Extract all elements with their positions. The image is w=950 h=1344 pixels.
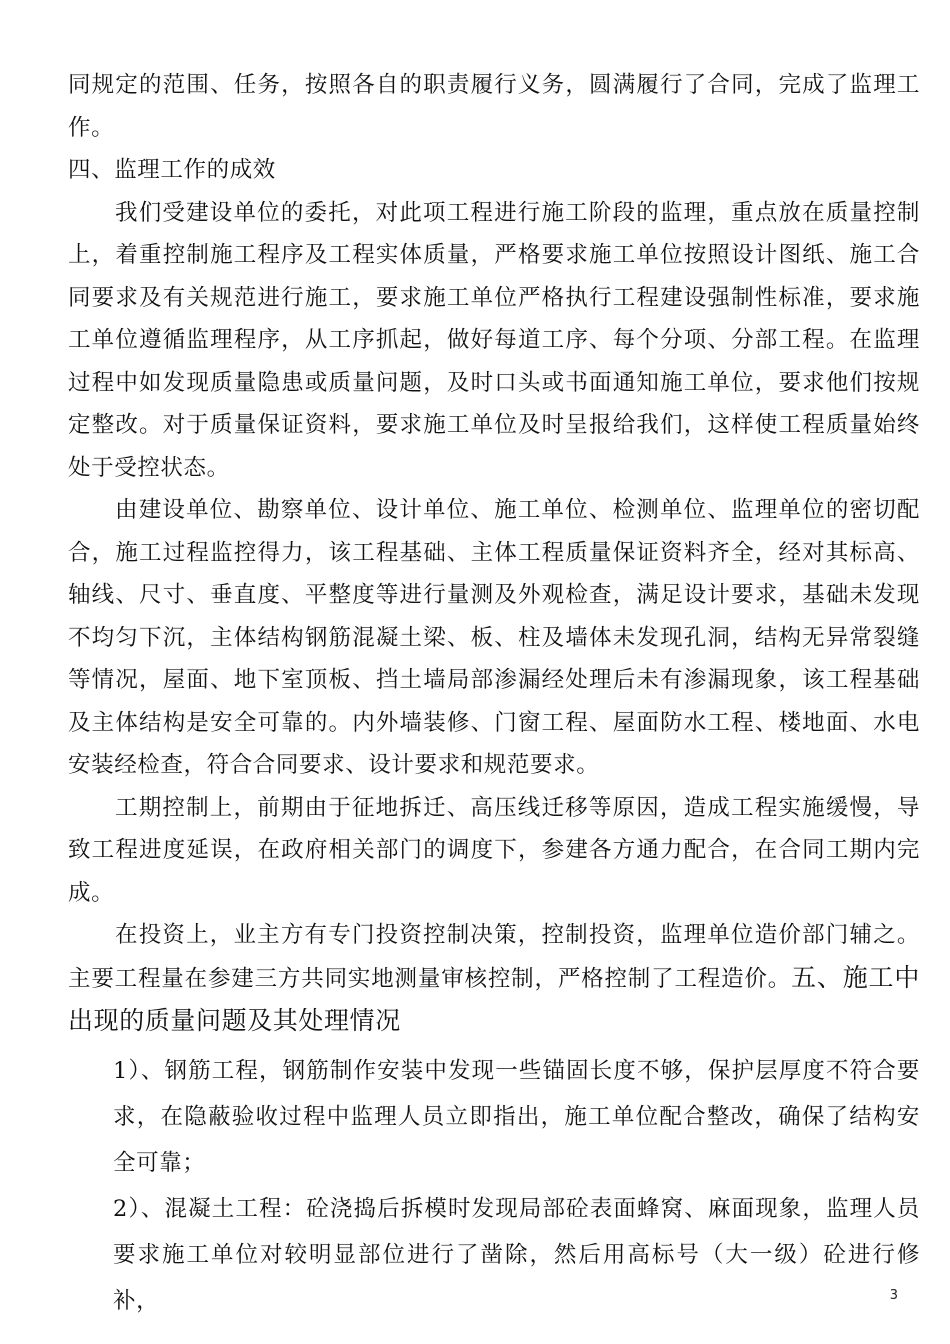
paragraph-investment-text: 在投资上，业主方有专门投资控制决策，控制投资，监理单位造价部门辅之。主要工程量在参建三方共同实地测量审核控制，严格控制了工程造价。: [68, 922, 920, 992]
issue-list: [113, 1048, 920, 1324]
page-number: 3: [889, 1288, 898, 1303]
paragraph-schedule: 工期控制上，前期由于征地拆迁、高压线迁移等原因，造成工程实施缓慢，导致工程进度延误，在政府相关部门的调度下，参建各方通力配合，在合同工期内完成。: [68, 794, 920, 906]
paragraph-investment: [68, 914, 920, 1044]
paragraph-quality-results: 由建设单位、勘察单位、设计单位、施工单位、检测单位、监理单位的密切配合，施工过程监控得力，该工程基础、主体工程质量保证资料齐全，经对其标高、轴线、尺寸、垂直度、平整度等进行量测及外观检查，满足设计要求，基础未发现不均匀下沉，主体结构钢筋混凝土梁、板、柱及墙体未发现孔洞，结构无异常裂缝等情况，屋面、地下室顶板、挡土墙局部渗漏经处理后未有渗漏现象，该工程基础及主体结构是安全可靠的。内外墙装修、门窗工程、屋面防水工程、楼地面、水电安装经检查，符合合同要求、设计要求和规范要求。: [68, 497, 920, 778]
list-item: 2）、混凝土工程：砼浇捣后拆模时发现局部砼表面蜂窝、麻面现象，监理人员要求施工单位对较明显部位进行了凿除，然后用高标号（大一级）砼进行修补，: [113, 1195, 920, 1314]
section-heading-5: 五、施工中出现的质量问题及其处理情况: [68, 962, 920, 1035]
paragraph-continuation: 同规定的范围、任务，按照各自的职责履行义务，圆满履行了合同，完成了监理工作。: [68, 72, 920, 141]
list-item: 1）、钢筋工程，钢筋制作安装中发现一些锚固长度不够，保护层厚度不符合要求，在隐蔽验收过程中监理人员立即指出，施工单位配合整改，确保了结构安全可靠；: [113, 1057, 920, 1176]
section-heading-4: 四、监理工作的成效: [68, 157, 276, 183]
paragraph-quality-control: 我们受建设单位的委托，对此项工程进行施工阶段的监理，重点放在质量控制上，着重控制施工程序及工程实体质量，严格要求施工单位按照设计图纸、施工合同要求及有关规范进行施工，要求施工单位严格执行工程建设强制性标准，要求施工单位遵循监理程序，从工序抓起，做好每道工序、每个分项、分部工程。在监理过程中如发现质量隐患或质量问题，及时口头或书面通知施工单位，要求他们按规定整改。对于质量保证资料，要求施工单位及时呈报给我们，这样使工程质量始终处于受控状态。: [68, 199, 920, 481]
document-page: [68, 64, 920, 1324]
